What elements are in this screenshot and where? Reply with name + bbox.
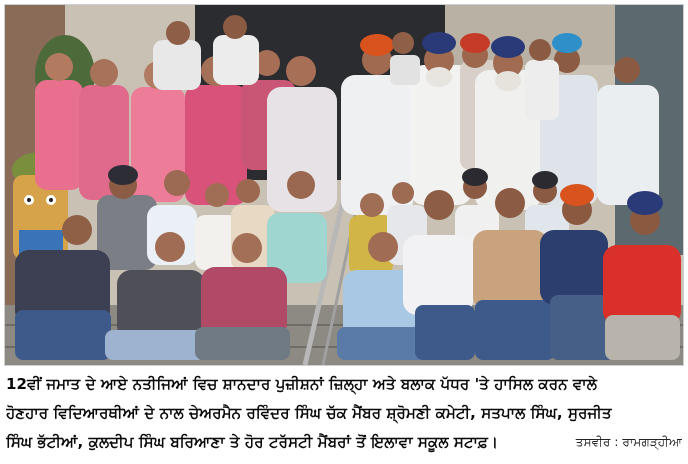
- caption-line-2: ਹੋਣਹਾਰ ਵਿਦਿਆਰਥੀਆਂ ਦੇ ਨਾਲ ਚੇਅਰਮੈਨ ਰਵਿੰਦਰ ਸਿੰਘ ਚੱਕ ਮੈਂਬਰ ਸ਼੍ਰੋਮਣੀ ਕਮੇਟੀ, ਸਤਪਾਲ ਸਿੰਘ, ਸੁਰਜੀਤ: [6, 404, 612, 422]
- group-photo: [4, 4, 684, 366]
- photo-caption: [6, 370, 682, 460]
- photo-credit: ਤਸਵੀਰ : ਰਾਮਗੜ੍ਹੀਆ: [575, 435, 682, 449]
- caption-line-3: [6, 428, 682, 457]
- caption-line-1: 12ਵੀਂ ਜਮਾਤ ਦੇ ਆਏ ਨਤੀਜਿਆਂ ਵਿਚ ਸ਼ਾਨਦਾਰ ਪੁਜ਼ੀਸ਼ਨਾਂ ਜ਼ਿਲ੍ਹਾ ਅਤੇ ਬਲਾਕ ਪੱਧਰ 'ਤੇ ਹਾਸਿਲ ਕਰਨ ਵਾਲੇ: [6, 375, 597, 393]
- caption-line-3-text: ਸਿੰਘ ਭੱਟੀਆਂ, ਕੁਲਦੀਪ ਸਿੰਘ ਬਰਿਆਣਾ ਤੇ ਹੋਰ ਟਰੱਸਟੀ ਮੈਂਬਰਾਂ ਤੋਂ ਇਲਾਵਾ ਸਕੂਲ ਸਟਾਫ਼।: [6, 433, 499, 451]
